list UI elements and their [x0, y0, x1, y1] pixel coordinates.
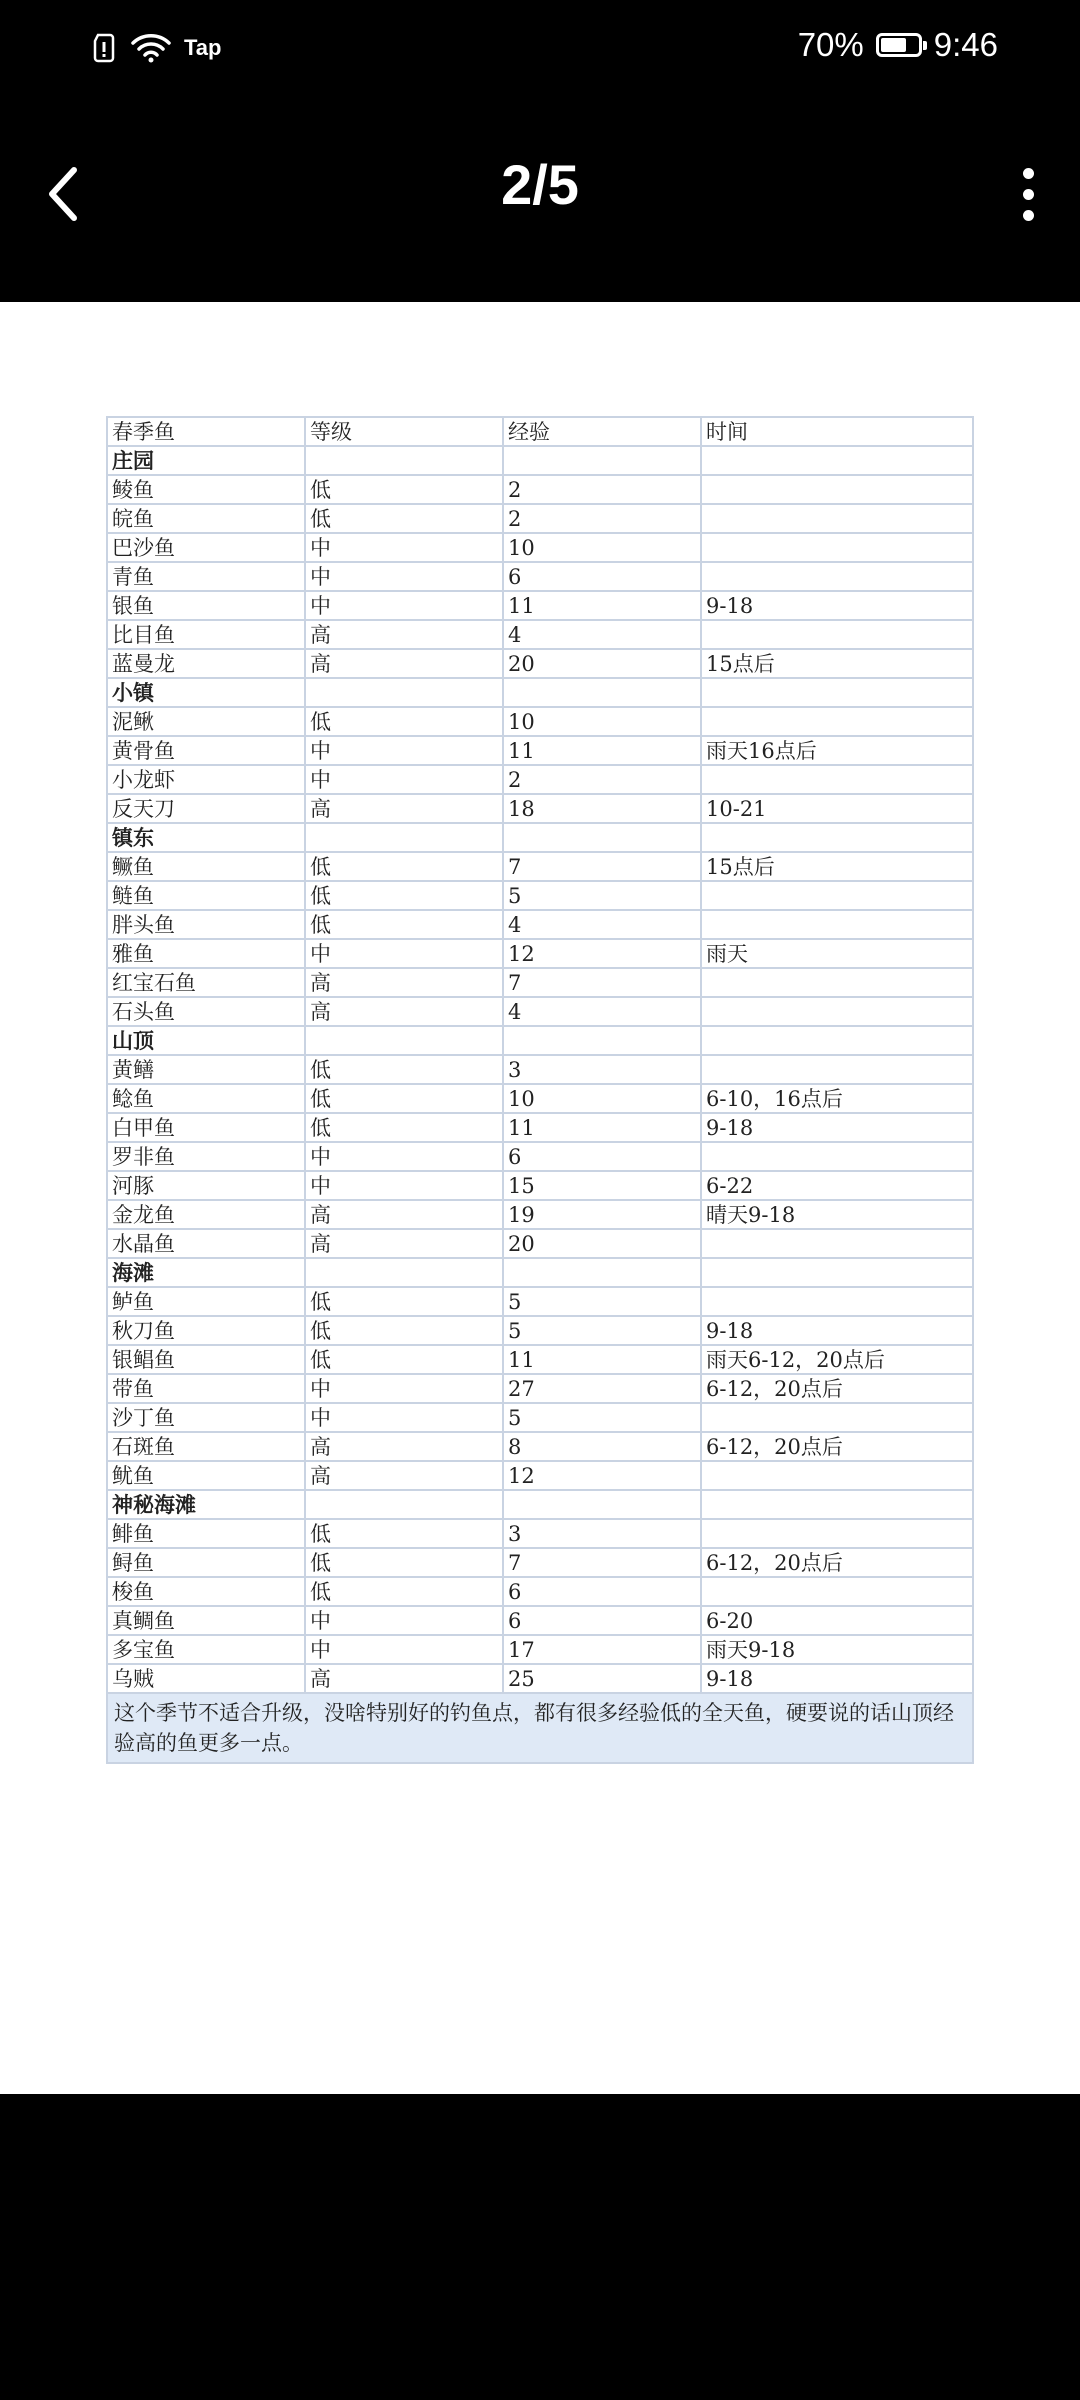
table-row — [107, 1548, 973, 1577]
table-cell — [701, 678, 973, 707]
status-icons-right — [798, 26, 998, 64]
table-row — [107, 1606, 973, 1635]
section-row — [107, 678, 973, 707]
table-cell: 5 — [503, 881, 701, 910]
table-cell — [305, 823, 503, 852]
table-cell: 黄骨鱼 — [107, 736, 305, 765]
table-row — [107, 591, 973, 620]
table-row — [107, 475, 973, 504]
table-cell: 梭鱼 — [107, 1577, 305, 1606]
table-cell: 11 — [503, 591, 701, 620]
clock: 9:46 — [933, 26, 998, 63]
table-cell: 胖头鱼 — [107, 910, 305, 939]
section-row — [107, 1258, 973, 1287]
table-cell: 高 — [305, 1432, 503, 1461]
table-row — [107, 1374, 973, 1403]
table-cell: 雨天6-12，20点后 — [701, 1345, 973, 1374]
table-cell: 2 — [503, 504, 701, 533]
table-cell: 中 — [305, 1403, 503, 1432]
table-row — [107, 1084, 973, 1113]
table-cell: 雨天 — [701, 939, 973, 968]
table-row — [107, 1403, 973, 1432]
header-cell: 春季鱼 — [107, 417, 305, 446]
table-cell — [701, 1258, 973, 1287]
table-cell: 6-22 — [701, 1171, 973, 1200]
table-cell: 高 — [305, 794, 503, 823]
section-title: 海滩 — [107, 1258, 305, 1287]
table-cell: 3 — [503, 1519, 701, 1548]
section-row — [107, 446, 973, 475]
table-cell: 27 — [503, 1374, 701, 1403]
table-cell: 11 — [503, 1345, 701, 1374]
table-row — [107, 620, 973, 649]
table-row — [107, 997, 973, 1026]
table-row — [107, 1229, 973, 1258]
table-row — [107, 1171, 973, 1200]
table-cell — [701, 446, 973, 475]
table-cell: 低 — [305, 1345, 503, 1374]
wifi-icon — [130, 32, 172, 64]
table-cell: 石斑鱼 — [107, 1432, 305, 1461]
table-cell — [701, 765, 973, 794]
table-row — [107, 1461, 973, 1490]
table-row — [107, 794, 973, 823]
table-cell: 9-18 — [701, 1113, 973, 1142]
table-cell: 19 — [503, 1200, 701, 1229]
table-cell: 2 — [503, 765, 701, 794]
table-cell: 15点后 — [701, 852, 973, 881]
header-cell: 时间 — [701, 417, 973, 446]
table-cell — [503, 823, 701, 852]
table-cell: 4 — [503, 620, 701, 649]
section-title: 山顶 — [107, 1026, 305, 1055]
table-cell: 6-12，20点后 — [701, 1548, 973, 1577]
table-cell: 9-18 — [701, 1316, 973, 1345]
table-cell — [701, 1142, 973, 1171]
table-cell: 鲶鱼 — [107, 1084, 305, 1113]
table-cell: 鲱鱼 — [107, 1519, 305, 1548]
table-cell: 高 — [305, 649, 503, 678]
table-cell: 低 — [305, 475, 503, 504]
table-cell — [503, 1490, 701, 1519]
table-cell — [701, 881, 973, 910]
table-cell: 5 — [503, 1287, 701, 1316]
more-options-button[interactable] — [1002, 152, 1054, 236]
table-cell — [503, 678, 701, 707]
table-note: 这个季节不适合升级，没啥特别好的钓鱼点，都有很多经验低的全天鱼，硬要说的话山顶经验高的鱼更多一点。 — [106, 1694, 974, 1764]
table-cell — [305, 1258, 503, 1287]
table-cell: 银鲳鱼 — [107, 1345, 305, 1374]
table-cell — [701, 1403, 973, 1432]
table-cell: 15 — [503, 1171, 701, 1200]
table-cell: 低 — [305, 707, 503, 736]
table-cell: 5 — [503, 1316, 701, 1345]
document-content — [106, 416, 974, 1764]
table-cell: 乌贼 — [107, 1664, 305, 1693]
table-cell — [701, 1519, 973, 1548]
table-cell — [503, 446, 701, 475]
table-row — [107, 1113, 973, 1142]
table-cell: 红宝石鱼 — [107, 968, 305, 997]
table-cell: 20 — [503, 649, 701, 678]
table-cell: 中 — [305, 1606, 503, 1635]
status-icons-left — [92, 32, 221, 64]
table-cell: 中 — [305, 765, 503, 794]
table-cell — [503, 1258, 701, 1287]
table-row — [107, 1055, 973, 1084]
table-row — [107, 881, 973, 910]
table-cell: 高 — [305, 1461, 503, 1490]
table-cell: 小龙虾 — [107, 765, 305, 794]
table-cell: 低 — [305, 1084, 503, 1113]
table-cell: 带鱼 — [107, 1374, 305, 1403]
table-cell: 金龙鱼 — [107, 1200, 305, 1229]
table-cell: 6-12，20点后 — [701, 1432, 973, 1461]
table-cell: 低 — [305, 1316, 503, 1345]
table-row — [107, 1432, 973, 1461]
table-cell: 10-21 — [701, 794, 973, 823]
table-cell: 5 — [503, 1403, 701, 1432]
table-row — [107, 1577, 973, 1606]
table-cell: 高 — [305, 997, 503, 1026]
table-cell: 25 — [503, 1664, 701, 1693]
table-row — [107, 707, 973, 736]
table-cell: 白甲鱼 — [107, 1113, 305, 1142]
table-cell: 中 — [305, 939, 503, 968]
table-cell: 低 — [305, 1519, 503, 1548]
table-cell: 多宝鱼 — [107, 1635, 305, 1664]
table-cell: 低 — [305, 881, 503, 910]
table-cell: 20 — [503, 1229, 701, 1258]
table-cell: 晴天9-18 — [701, 1200, 973, 1229]
table-cell: 4 — [503, 910, 701, 939]
table-cell: 鳜鱼 — [107, 852, 305, 881]
table-cell: 蓝曼龙 — [107, 649, 305, 678]
more-dot-icon — [1023, 168, 1034, 179]
table-row — [107, 649, 973, 678]
table-cell — [701, 997, 973, 1026]
table-cell: 秋刀鱼 — [107, 1316, 305, 1345]
table-cell: 6-10，16点后 — [701, 1084, 973, 1113]
table-cell: 沙丁鱼 — [107, 1403, 305, 1432]
page-indicator: 2/5 — [501, 153, 579, 216]
table-row — [107, 910, 973, 939]
viewer-toolbar — [0, 100, 1080, 302]
section-title: 小镇 — [107, 678, 305, 707]
table-row — [107, 765, 973, 794]
table-cell — [305, 1026, 503, 1055]
table-cell: 中 — [305, 1635, 503, 1664]
table-cell: 巴沙鱼 — [107, 533, 305, 562]
sim-alert-icon — [92, 33, 116, 63]
table-row — [107, 562, 973, 591]
table-cell: 6 — [503, 1577, 701, 1606]
table-row — [107, 1287, 973, 1316]
table-cell — [701, 1577, 973, 1606]
more-dot-icon — [1023, 189, 1034, 200]
table-cell — [701, 1055, 973, 1084]
table-row — [107, 852, 973, 881]
table-cell: 12 — [503, 939, 701, 968]
table-cell: 12 — [503, 1461, 701, 1490]
table-cell: 高 — [305, 620, 503, 649]
table-cell: 低 — [305, 852, 503, 881]
table-cell — [701, 1490, 973, 1519]
table-cell: 11 — [503, 1113, 701, 1142]
table-cell — [701, 968, 973, 997]
table-cell: 6-12，20点后 — [701, 1374, 973, 1403]
table-cell: 4 — [503, 997, 701, 1026]
table-cell: 6 — [503, 1606, 701, 1635]
table-cell: 7 — [503, 852, 701, 881]
section-title: 镇东 — [107, 823, 305, 852]
table-cell — [701, 707, 973, 736]
table-cell: 低 — [305, 1548, 503, 1577]
table-cell: 泥鳅 — [107, 707, 305, 736]
more-dot-icon — [1023, 210, 1034, 221]
table-cell: 黄鳝 — [107, 1055, 305, 1084]
table-cell — [701, 1026, 973, 1055]
table-cell — [701, 620, 973, 649]
table-cell: 皖鱼 — [107, 504, 305, 533]
table-cell: 高 — [305, 968, 503, 997]
table-cell: 7 — [503, 968, 701, 997]
table-cell — [701, 562, 973, 591]
table-cell — [701, 1461, 973, 1490]
section-row — [107, 823, 973, 852]
table-cell: 反天刀 — [107, 794, 305, 823]
table-cell: 高 — [305, 1229, 503, 1258]
table-cell: 6 — [503, 1142, 701, 1171]
table-cell: 中 — [305, 533, 503, 562]
table-cell: 中 — [305, 591, 503, 620]
table-row — [107, 939, 973, 968]
table-cell — [701, 1229, 973, 1258]
battery-percent: 70% — [797, 26, 864, 63]
table-cell: 高 — [305, 1200, 503, 1229]
table-cell: 10 — [503, 1084, 701, 1113]
section-title: 神秘海滩 — [107, 1490, 305, 1519]
table-cell: 15点后 — [701, 649, 973, 678]
table-cell — [701, 910, 973, 939]
table-row — [107, 1635, 973, 1664]
table-cell: 雨天9-18 — [701, 1635, 973, 1664]
table-row — [107, 533, 973, 562]
table-cell — [701, 823, 973, 852]
table-cell: 中 — [305, 1171, 503, 1200]
table-cell: 高 — [305, 1664, 503, 1693]
table-cell: 雅鱼 — [107, 939, 305, 968]
table-row — [107, 968, 973, 997]
table-cell: 水晶鱼 — [107, 1229, 305, 1258]
table-cell: 比目鱼 — [107, 620, 305, 649]
table-cell: 低 — [305, 1055, 503, 1084]
table-cell — [305, 446, 503, 475]
table-cell — [701, 1287, 973, 1316]
table-cell — [701, 504, 973, 533]
table-row — [107, 736, 973, 765]
table-cell: 低 — [305, 504, 503, 533]
table-cell: 石头鱼 — [107, 997, 305, 1026]
fish-table — [106, 416, 974, 1694]
table-header-row — [107, 417, 973, 446]
table-row — [107, 1345, 973, 1374]
table-cell: 8 — [503, 1432, 701, 1461]
table-cell: 7 — [503, 1548, 701, 1577]
status-bar — [0, 0, 1080, 100]
table-cell: 雨天16点后 — [701, 736, 973, 765]
section-row — [107, 1490, 973, 1519]
table-cell: 银鱼 — [107, 591, 305, 620]
table-cell: 3 — [503, 1055, 701, 1084]
table-cell — [701, 533, 973, 562]
table-row — [107, 1142, 973, 1171]
table-cell: 中 — [305, 736, 503, 765]
table-cell: 中 — [305, 562, 503, 591]
section-title: 庄园 — [107, 446, 305, 475]
header-cell: 等级 — [305, 417, 503, 446]
table-cell — [305, 678, 503, 707]
table-row — [107, 1316, 973, 1345]
table-cell: 低 — [305, 1577, 503, 1606]
table-cell: 10 — [503, 707, 701, 736]
table-cell: 鲢鱼 — [107, 881, 305, 910]
table-row — [107, 1200, 973, 1229]
table-cell: 青鱼 — [107, 562, 305, 591]
table-cell: 中 — [305, 1374, 503, 1403]
tap-label: Tap — [184, 35, 222, 60]
table-cell: 6 — [503, 562, 701, 591]
table-cell — [701, 475, 973, 504]
table-cell: 低 — [305, 910, 503, 939]
table-cell: 11 — [503, 736, 701, 765]
table-cell: 2 — [503, 475, 701, 504]
table-cell: 17 — [503, 1635, 701, 1664]
table-cell: 鱿鱼 — [107, 1461, 305, 1490]
table-cell: 鲟鱼 — [107, 1548, 305, 1577]
table-row — [107, 1664, 973, 1693]
table-cell: 中 — [305, 1142, 503, 1171]
header-cell: 经验 — [503, 417, 701, 446]
table-row — [107, 1519, 973, 1548]
table-cell — [503, 1026, 701, 1055]
table-cell: 罗非鱼 — [107, 1142, 305, 1171]
table-cell: 真鲷鱼 — [107, 1606, 305, 1635]
document-page — [0, 302, 1080, 2094]
table-cell: 低 — [305, 1287, 503, 1316]
table-cell: 9-18 — [701, 1664, 973, 1693]
battery-icon — [876, 33, 922, 57]
table-cell — [305, 1490, 503, 1519]
table-cell: 10 — [503, 533, 701, 562]
table-cell: 18 — [503, 794, 701, 823]
section-row — [107, 1026, 973, 1055]
table-cell: 鲮鱼 — [107, 475, 305, 504]
table-cell: 河豚 — [107, 1171, 305, 1200]
table-cell: 鲈鱼 — [107, 1287, 305, 1316]
table-cell: 低 — [305, 1113, 503, 1142]
table-cell: 6-20 — [701, 1606, 973, 1635]
table-cell: 9-18 — [701, 591, 973, 620]
table-row — [107, 504, 973, 533]
